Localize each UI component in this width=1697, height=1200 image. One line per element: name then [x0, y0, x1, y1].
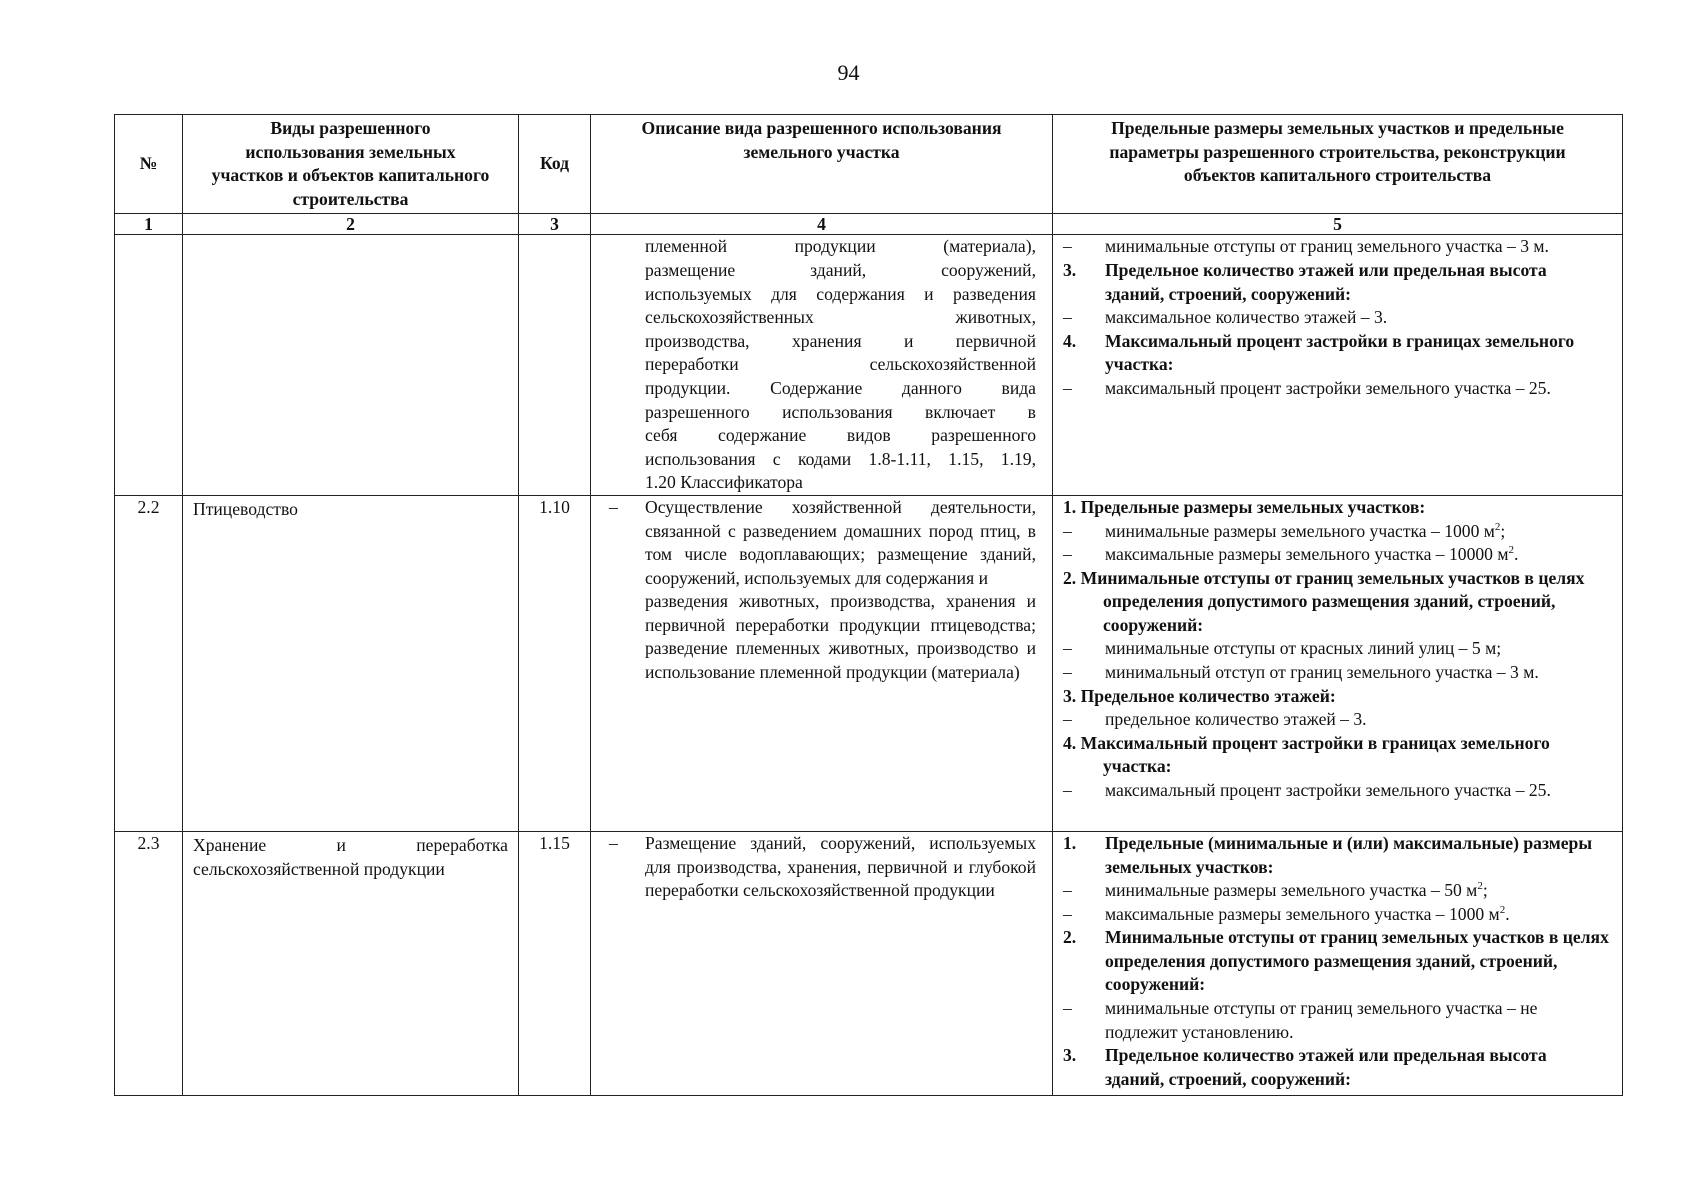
limit-marker: – — [1063, 638, 1072, 659]
row-desc-part: – Осуществление хозяйственной деятельности, связанной с разведением домашних пород птиц, в том числе водоплавающих; размещение зданий, сооружений, используемых для содержания и — [645, 496, 1036, 590]
row-name-line: Хранение и переработка — [193, 834, 508, 855]
superscript: 2 — [1499, 903, 1506, 916]
limit-text: минимальные отступы от границ земельного участка – 3 м. — [1105, 236, 1549, 257]
row-num: 2.2 — [115, 495, 183, 831]
desc-line: продукции. Содержание данного вида — [645, 377, 1036, 398]
header-types: Виды разрешенного использования земельных участков и объектов капитального строительства — [183, 115, 519, 214]
col-number: 4 — [591, 214, 1053, 235]
limit-text: максимальные размеры земельного участка – 1000 м — [1105, 903, 1500, 924]
desc-line: переработки сельскохозяйственной — [645, 354, 1036, 375]
limit-text-end: ; — [1482, 880, 1488, 901]
limit-text: минимальный отступ от границ земельного участка – 3 м. — [1105, 662, 1539, 683]
limit-marker: 3. — [1063, 1045, 1077, 1066]
limit-marker: – — [1063, 377, 1072, 398]
limit-marker: 1. — [1063, 832, 1077, 853]
limit-marker: – — [1063, 520, 1072, 541]
row-desc-part: разведения животных, производства, хранения и первичной переработки продукции птицеводства; разведение племенных животных, производство и использование племенной продукции (материала) — [645, 591, 1036, 683]
limit-text: Предельное количество этажей или предельная высота зданий, строений, сооружений: — [1105, 1045, 1547, 1089]
limit-text: минимальные размеры земельного участка – 50 м — [1105, 880, 1478, 901]
limit-heading: 2. Минимальные отступы от границ земельных участков в целях определения допустимого размещения зданий, строений, сооружений: — [1063, 567, 1585, 635]
limit-item — [1063, 520, 1610, 544]
row-num: 2.3 — [115, 831, 183, 1095]
limit-item — [1063, 879, 1610, 903]
limit-text: максимальные размеры земельного участка – 10000 м — [1105, 544, 1509, 565]
row-code: 1.15 — [519, 831, 591, 1095]
col-number: 2 — [183, 214, 519, 235]
limit-marker: – — [1063, 307, 1072, 328]
row-num-cell — [115, 235, 183, 496]
limit-text: Минимальные отступы от границ земельных участков в целях определения допустимого размещения зданий, строений, сооружений: — [1105, 927, 1609, 995]
header-desc: Описание вида разрешенного использования земельного участка — [591, 115, 1053, 214]
row-desc-cell — [591, 235, 1053, 496]
row-name-cell — [183, 235, 519, 496]
col-number: 1 — [115, 214, 183, 235]
row-limits-cell — [1053, 495, 1623, 831]
limit-text: минимальные отступы от красных линий улиц – 5 м; — [1105, 638, 1502, 659]
limit-item — [1063, 708, 1610, 732]
limit-text-end: . — [1514, 544, 1519, 565]
superscript: 2 — [1508, 544, 1514, 557]
desc-line: племенной продукции (материала), — [645, 236, 1036, 257]
row-name-line: сельскохозяйственной продукции — [193, 858, 445, 879]
table-row-2-3 — [115, 831, 1623, 1095]
desc-line: размещение зданий, сооружений, — [645, 259, 1036, 280]
limit-text: Максимальный процент застройки в границах земельного участка: — [1105, 330, 1575, 375]
limit-text: Предельное количество этажей или предельная высота зданий, строений, сооружений: — [1105, 259, 1547, 304]
limit-marker: 2. — [1063, 927, 1077, 948]
superscript: 2 — [1494, 520, 1501, 533]
limit-heading — [1063, 1044, 1610, 1091]
row-name-cell — [183, 831, 519, 1095]
table-row-continued — [115, 235, 1623, 496]
row-desc-cell — [591, 831, 1053, 1095]
limit-text: Предельные (минимальные и (или) максимальные) размеры земельных участков: — [1105, 832, 1593, 877]
limit-text: предельное количество этажей – 3. — [1105, 709, 1367, 730]
header-row — [115, 115, 1623, 214]
column-numbers-row — [115, 214, 1623, 235]
limit-text: максимальный процент застройки земельного участка – 25. — [1105, 780, 1551, 801]
desc-line: 1.20 Классификатора — [645, 472, 803, 493]
land-use-table — [114, 114, 1623, 1096]
limit-text: минимальные размеры земельного участка – 1000 м — [1105, 520, 1495, 541]
limit-item — [1063, 235, 1610, 259]
limit-item — [1063, 637, 1610, 661]
limit-text-end: . — [1505, 903, 1510, 924]
limit-marker: – — [1063, 780, 1072, 801]
limit-marker: 4. — [1063, 330, 1077, 351]
row-code: 1.10 — [519, 495, 591, 831]
col-number: 5 — [1053, 214, 1623, 235]
row-name: Птицеводство — [183, 495, 519, 831]
limit-heading: 3. Предельное количество этажей: — [1063, 685, 1336, 706]
superscript: 2 — [1477, 880, 1483, 893]
limit-item — [1063, 661, 1610, 685]
limit-marker: – — [1063, 998, 1072, 1019]
limit-marker: – — [1063, 709, 1072, 730]
desc-line: сельскохозяйственных животных, — [645, 307, 1036, 328]
page-number: 94 — [837, 60, 860, 85]
limit-marker: – — [1063, 544, 1072, 565]
desc-line: используемых для содержания и разведения — [645, 283, 1036, 304]
limit-marker: – — [1063, 903, 1072, 924]
limit-heading — [1063, 330, 1610, 377]
limit-heading: 4. Максимальный процент застройки в границах земельного участка: — [1063, 732, 1550, 777]
header-code: Код — [519, 115, 591, 214]
limit-item — [1063, 779, 1610, 803]
col-number: 3 — [519, 214, 591, 235]
row-limits-cell — [1053, 831, 1623, 1095]
limit-heading: 1. Предельные размеры земельных участков: — [1063, 496, 1426, 517]
limit-item — [1063, 997, 1610, 1044]
header-num: № — [115, 115, 183, 214]
limit-text-end: ; — [1500, 520, 1506, 541]
header-limits: Предельные размеры земельных участков и предельные параметры разрешенного строительства, реконструкции объектов капитального строительства — [1053, 115, 1623, 214]
limit-item — [1063, 306, 1610, 330]
limit-text: максимальный процент застройки земельного участка – 25. — [1105, 377, 1551, 398]
limit-marker: – — [1063, 236, 1072, 257]
limit-heading — [1063, 926, 1610, 997]
row-desc-cell — [591, 495, 1053, 831]
limit-marker: – — [1063, 880, 1072, 901]
desc-line: производства, хранения и первичной — [645, 330, 1036, 351]
limit-heading — [1063, 832, 1610, 879]
limit-item — [1063, 377, 1610, 401]
limit-item — [1063, 903, 1610, 927]
limit-text: максимальное количество этажей – 3. — [1105, 307, 1388, 328]
limit-heading — [1063, 259, 1610, 306]
row-limits-cell — [1053, 235, 1623, 496]
limit-marker: 3. — [1063, 259, 1077, 280]
limit-text: минимальные отступы от границ земельного участка – не подлежит установлению. — [1105, 998, 1538, 1042]
row-desc: – Размещение зданий, сооружений, используемых для производства, хранения, первичной и глубокой переработки сельскохозяйственной продукции — [645, 832, 1036, 903]
row-code-cell — [519, 235, 591, 496]
desc-line: себя содержание видов разрешенного — [645, 425, 1036, 446]
desc-line: использования с кодами 1.8-1.11, 1.15, 1.19, — [645, 448, 1036, 469]
limit-item — [1063, 543, 1610, 567]
table-row-2-2 — [115, 495, 1623, 831]
limit-marker: – — [1063, 662, 1072, 683]
desc-line: разрешенного использования включает в — [645, 401, 1036, 422]
